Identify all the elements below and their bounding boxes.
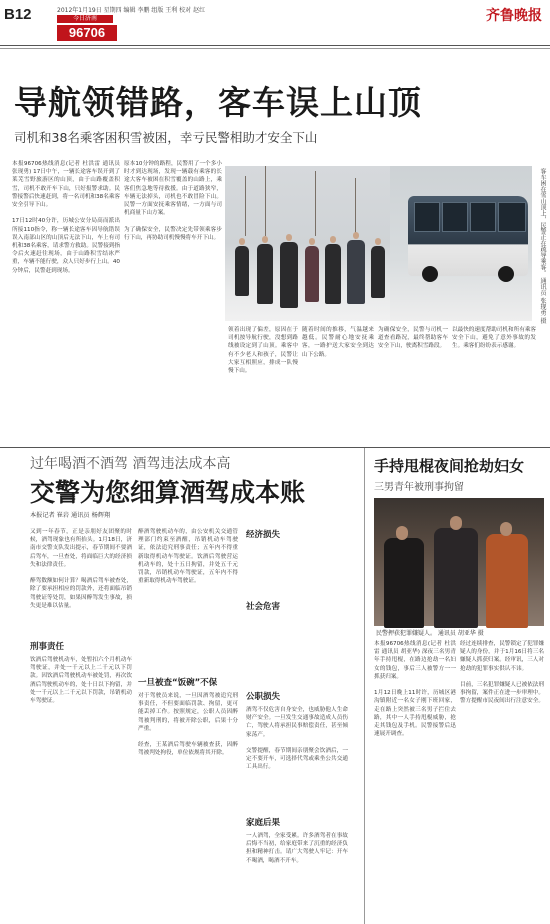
article2-byline: 本报记者 崔岩 通讯员 杨辉翔 [30,512,111,519]
arrest-photo [374,498,544,626]
article2-column-3: 醉酒驾驶机动车的，由公安机关交通管理部门约束至酒醒，吊销机动车驾驶证，依法追究刑事责任；五年内不得重新取得机动车驾驶证。饮酒后驾驶营运机动车的，处十五日拘留，并处五千元罚款，吊销机动车驾驶证，五年内不得重新取得机动车驾驶证。 [138,529,238,585]
article2-column-5: 酒驾不仅危害自身安全，也威胁他人生命财产安全。一旦发生交通事故造成人员伤亡，驾驶人将承担民事赔偿责任，甚至倾家荡产。 交警提醒，春节期间亲朋聚会饮酒后，一定不要开车，可选择代驾或乘坐公共交通工具出行。 [246,707,348,771]
main-column-3: 领着出现了偏差，原因在于司机按导航行驶，没想到路线被设定到了山顶。乘客中有不少老人和孩子，民警让大家互相照应，排成一队慢慢下山。 [228,327,298,375]
bus-photo [390,166,532,321]
main-column-1: 本报96706热线消息(记者 杜洪雷 通讯员 张现勇) 17日中午，一辆长途客车误开到了莱芜雪野旅游区的山顶，由于山路覆盖积雪，司机不敢开车下山，只好报警求助。民警接警后快速赶到，将一名司机和38名乘客安全引导下山。 17日12时40分许，历城公安分局高而派出所接110指令，称一辆长途客车因导航错误误入南部山区的山顶后无法下山，车上有司机和38名乘客，请求警方救助。民警接到指令后火速赶往现场，由于山路积雪结冰严重，车辆不能行驶，众人只好步行上山。40分钟后，民警赶到现场。 [12,161,120,274]
article2-section-1: 刑事责任 [30,642,65,652]
article3-subtitle: 三男青年被刑事拘留 [374,482,464,493]
article3-photo-caption: 民警押获犯罪嫌疑人。 通讯员 胡亚华 摄 [376,630,484,637]
article2-column-6: 一人酒驾，全家受累。许多酒驾者在事故后悔不当初，给家庭带来了沉重的经济负担和精神打击。请广大驾驶人牢记：开车不喝酒，喝酒不开车。 [246,833,348,864]
header-divider-thin [0,48,550,49]
main-column-4: 随着时间的推移，气温越来越低。民警耐心地安抚乘客，一路护送大家安全到达山下公路。 [302,327,374,358]
article2-column-2: 饮酒后驾驶机动车，处暂扣六个月机动车驾驶证，并处一千元以上二千元以下罚款。因饮酒后驾驶机动车被处罚，再次饮酒后驾驶机动车的，处十日以下拘留，并处一千元以上二千元以下罚款，吊销机动车驾驶证。 [30,657,132,705]
article2-section-5: 社会危害 [246,602,281,612]
article2-section-4: 公职损失 [246,692,281,702]
issue-meta: 2012年1月19日 星期四 编辑 李鹏 组版 王利 校对 赵红 [57,7,206,14]
main-photo-caption: 客车困在雪山顶上，民警正在疏导乘客。 通讯员 张现勇 摄 [539,168,546,324]
column-divider [364,448,365,924]
hotline-number: 96706 [57,25,117,41]
article3-title: 手持甩棍夜间抢劫妇女 [374,457,525,475]
article2-column-4: 对于驾驶员来说，一旦因酒驾被追究刑事责任，不但要面临罚款、拘留，更可能丢掉工作。按照规定，公职人员因醉驾被判刑的，将被开除公职，后果十分严重。 经查，王某酒后驾驶车辆被查获，因醉驾被判处拘役，单位依规将其开除。 [138,693,238,757]
section-divider [0,447,550,448]
header-divider [0,45,550,46]
article2-kicker: 过年喝酒不酒驾 酒驾违法成本高 [30,456,231,472]
main-column-2: 原本10分钟的路程，民警用了一个多小时才到达现场，发现一辆载有乘客的长途大客车被困在积雪覆盖的山路上，乘客们焦急地等待救援。由于道路狭窄，车辆无法掉头，司机也不敢冒险下山。民警一方面安抚乘客情绪，一方面与司机商量下山方案。 为了确保安全，民警决定先带领乘客步行下山，再协助司机慢慢将车开下山。 [124,161,222,241]
page-code: B12 [4,6,32,23]
article2-section-6: 家庭后果 [246,818,281,828]
article3-column-1: 本报96706热线消息(记者 杜洪雷 通讯员 胡亚华) 深夜三名男青年手持甩棍，在路边抢劫一名妇女的钱包，事后三人被警方一一抓获归案。 1月12日晚上11时许，历城区港沟镇附近一名女子刚下班回家，走在路上突然被三名男子拦住去路，其中一人手持甩棍威胁，抢走其钱包及手机。民警接警后迅速展开调查。 [374,641,456,738]
article2-column-1: 又到一年春节，正是亲朋好友团聚的时候，酒驾现象也有所抬头。1月18日，济南市交警支队发出提示，春节期间不要酒后驾车，一旦查处，将面临巨大的经济损失和法律责任。 醉驾数额如何计算？喝酒后驾车被查处，除了要承担相应的罚款外，还将面临吊销驾驶证等处罚，如果因醉驾发生事故，损失更是难以估量。 [30,529,132,609]
article3-column-2: 经过连续排查，民警锁定了犯罪嫌疑人的身份，并于1月16日将三名嫌疑人抓获归案。经审讯，三人对抢劫的犯罪事实供认不讳。 目前，三名犯罪嫌疑人已被依法刑事拘留，案件正在进一步审理中。警方提醒市民夜间出行注意安全。 [460,641,544,705]
main-column-6: 以最快的速度帮助司机和所有乘客安全下山，避免了意外事故的发生。乘客们纷纷表示感谢。 [452,327,536,350]
section-label: 今日济南 [57,15,113,23]
article2-section-3: 经济损失 [246,530,281,540]
article2-section-2: 一旦被查“饭碗”不保 [138,678,218,688]
main-subhead: 司机和38名乘客困积雪被困，幸亏民警相助才安全下山 [14,130,318,145]
main-column-5: 为确保安全，民警与司机一道查看路况，最终帮助客车安全下山，驶离积雪路段。 [378,327,448,350]
newspaper-logo: 齐鲁晚报 [486,8,542,24]
main-headline: 导航领错路，客车误上山顶 [14,83,422,122]
snow-mountain-photo [225,166,390,321]
article2-title: 交警为您细算酒驾成本账 [30,478,306,507]
